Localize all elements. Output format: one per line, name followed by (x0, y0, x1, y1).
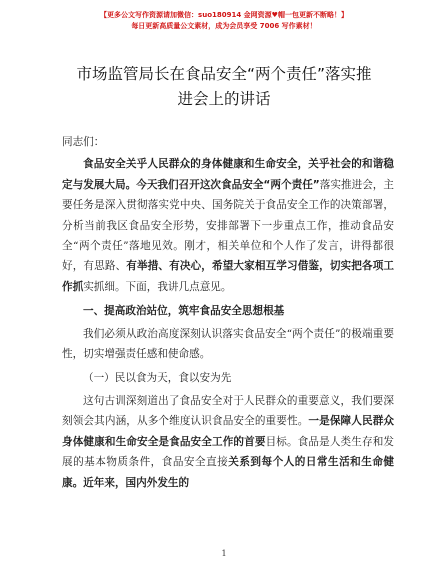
subsection-text-2: 目标。食品是人类生存和发展的基本物质条件，食品安全直接 (62, 435, 395, 469)
subsection-bold-text-2: 关系到每个人的日常生活和生命健康。近年来，国内外发生的 (62, 456, 395, 489)
greeting: 同志们： (62, 136, 105, 148)
subsection-heading-1: （一）民以食为天，食以安为先 (83, 372, 232, 385)
promo-banner (0, 10, 448, 32)
document-title (40, 62, 408, 112)
section-heading-1: 一、提高政治站位，筑牢食品安全思想根基 (83, 305, 285, 318)
title-line-1: 市场监管局长在食品安全“两个责任”落实推 (76, 65, 372, 83)
document-body (62, 132, 394, 493)
intro-paragraph (62, 154, 394, 297)
subsection-bold-text: 一是保障人民群众身体健康和生命安全是食品安全工作的首要 (62, 415, 395, 448)
title-line-2: 进会上的讲话 (177, 90, 271, 108)
banner-line-2: 每日更新高质量公文素材，成为会员享受 7006 写作素材！ (131, 22, 317, 30)
intro-bold-text-2: 有举措、有决心，希望大家相互学习借鉴，切实把各项工作抓 (62, 260, 394, 293)
subsection-text: 这句古训深刻道出了食品安全对于人民群众的重要意义，我们要深刻领会其内涵，从多个维度认识食品安全的重要性。 (62, 394, 394, 428)
section-1-paragraph: 我们必须从政治高度深刻认识落实食品安全“两个责任”的极端重要性，切实增强责任感和使命感。 (62, 327, 394, 361)
banner-line-1: 【更多公文写作资源请加微信：suo180914 金网资源♥帽一包更新不断略！】 (100, 11, 348, 19)
intro-bold-text: 食品安全关乎人民群众的身体健康和生命安全，关乎社会的和谐稳定与发展大局。今天我们召开这次食品安全“两个责任” (62, 158, 394, 191)
intro-text-2: 实抓细。下面，我讲几点意见。 (83, 280, 232, 293)
intro-text: 落实推进会，主要任务是深入贯彻落实党中央、国务院关于食品安全工作的决策部署，分析当前我区食品安全形势，安排部署下一步重点工作，推动食品安全“两个责任”落地见效。刚才，相关单位和个人作了发言，讲得都很好，有思路、 (62, 178, 394, 273)
subsection-1-paragraph (62, 391, 394, 493)
page-number: 1 (221, 549, 227, 558)
